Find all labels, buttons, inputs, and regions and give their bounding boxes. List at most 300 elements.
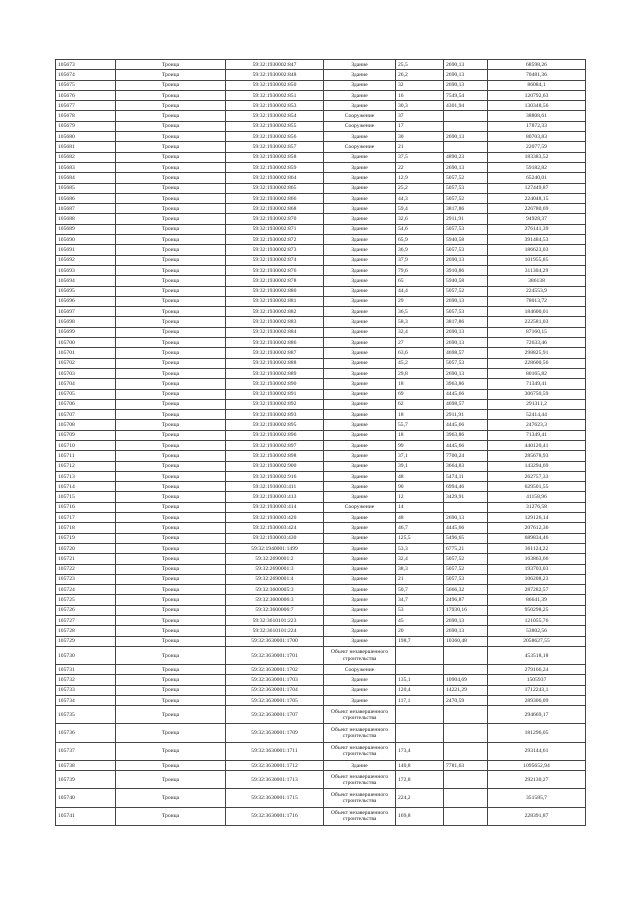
area-value xyxy=(396,646,444,664)
settlement-name: Троица xyxy=(116,307,226,317)
cadastral-value: 101955,85 xyxy=(488,255,586,265)
cadastral-number: 59:32:3630001:1705 xyxy=(226,696,324,706)
table-row xyxy=(56,410,586,420)
record-number: 105687 xyxy=(56,204,116,214)
cadastral-value: 80165,82 xyxy=(488,368,586,378)
area-value: 62 xyxy=(396,399,444,409)
settlement-name: Троица xyxy=(116,101,226,111)
record-number: 105733 xyxy=(56,685,116,695)
rate-value: 2690,13 xyxy=(444,513,488,523)
cadastral-value: 163863,66 xyxy=(488,554,586,564)
rate-value: 2911,91 xyxy=(444,214,488,224)
cadastral-number: 59:32:1930002:854 xyxy=(226,111,324,121)
area-value: 69 xyxy=(396,389,444,399)
table-row xyxy=(56,214,586,224)
rate-value xyxy=(444,807,488,825)
table-row xyxy=(56,80,586,90)
area-value: 16 xyxy=(396,90,444,100)
cadastral-number: 59:32:2690001:4 xyxy=(226,574,324,584)
cadastral-value: 222581,03 xyxy=(488,317,586,327)
settlement-name: Троица xyxy=(116,502,226,512)
rate-value: 5057,52 xyxy=(444,173,488,183)
cadastral-number: 59:32:1930002:865 xyxy=(226,183,324,193)
cadastral-value: 121055,76 xyxy=(488,616,586,626)
rate-value: 2690,13 xyxy=(444,338,488,348)
table-row xyxy=(56,235,586,245)
cadastral-number: 59:32:1930002:889 xyxy=(226,368,324,378)
cadastral-value: 80703,83 xyxy=(488,132,586,142)
table-row xyxy=(56,440,586,450)
area-value: 125,5 xyxy=(396,533,444,543)
area-value: 140,8 xyxy=(396,760,444,770)
cadastral-value: 129126,14 xyxy=(488,513,586,523)
rate-value: 7700,24 xyxy=(444,451,488,461)
rate-value: 2690,13 xyxy=(444,368,488,378)
settlement-name: Троица xyxy=(116,142,226,152)
cadastral-number: 59:32:3630001:1700 xyxy=(226,636,324,646)
table-row xyxy=(56,646,586,664)
area-value: 55,7 xyxy=(396,420,444,430)
cadastral-number: 59:32:3630001:1713 xyxy=(226,771,324,789)
table-row xyxy=(56,430,586,440)
area-value: 99 xyxy=(396,440,444,450)
record-number: 105710 xyxy=(56,440,116,450)
cadastral-number: 59:32:1930003:424 xyxy=(226,523,324,533)
settlement-name: Троица xyxy=(116,646,226,664)
cadastral-value: 143294,69 xyxy=(488,461,586,471)
settlement-name: Троица xyxy=(116,492,226,502)
record-number: 105700 xyxy=(56,338,116,348)
settlement-name: Троица xyxy=(116,574,226,584)
table-row xyxy=(56,152,586,162)
cadastral-value: 71349,41 xyxy=(488,379,586,389)
object-type: Здание xyxy=(324,162,396,172)
record-number: 105701 xyxy=(56,348,116,358)
record-number: 105694 xyxy=(56,276,116,286)
record-number: 105707 xyxy=(56,410,116,420)
rate-value: 4301,94 xyxy=(444,101,488,111)
cadastral-number: 59:32:3630001:1702 xyxy=(226,665,324,675)
register-body xyxy=(56,60,586,826)
object-type: Здание xyxy=(324,101,396,111)
cadastral-value: 440120,41 xyxy=(488,440,586,450)
cadastral-value: 72633,46 xyxy=(488,338,586,348)
rate-value: 5057,53 xyxy=(444,307,488,317)
table-row xyxy=(56,461,586,471)
table-row xyxy=(56,183,586,193)
area-value: 58,3 xyxy=(396,317,444,327)
rate-value: 2911,91 xyxy=(444,410,488,420)
rate-value: 5057,52 xyxy=(444,554,488,564)
area-value: 45 xyxy=(396,616,444,626)
cadastral-number: 59:32:1930002:893 xyxy=(226,410,324,420)
settlement-name: Троица xyxy=(116,461,226,471)
record-number: 105692 xyxy=(56,255,116,265)
cadastral-value: 453518,18 xyxy=(488,646,586,664)
record-number: 105727 xyxy=(56,616,116,626)
table-row xyxy=(56,389,586,399)
record-number: 105703 xyxy=(56,368,116,378)
table-row xyxy=(56,132,586,142)
area-value xyxy=(396,706,444,724)
cadastral-number: 59:32:1930002:916 xyxy=(226,471,324,481)
settlement-name: Троица xyxy=(116,389,226,399)
cadastral-value: 183383,52 xyxy=(488,152,586,162)
cadastral-value: 262757,33 xyxy=(488,471,586,481)
cadastral-value: 689834,46 xyxy=(488,533,586,543)
object-type: Объект незавершенного строительства xyxy=(324,807,396,825)
record-number: 105725 xyxy=(56,595,116,605)
rate-value: 10904,69 xyxy=(444,675,488,685)
record-number: 105696 xyxy=(56,296,116,306)
settlement-name: Троица xyxy=(116,471,226,481)
settlement-name: Троица xyxy=(116,564,226,574)
cadastral-number: 59:32:1930002:859 xyxy=(226,162,324,172)
rate-value: 14221,29 xyxy=(444,685,488,695)
cadastral-number: 59:32:3600005:3 xyxy=(226,585,324,595)
object-type: Здание xyxy=(324,296,396,306)
cadastral-number: 59:32:1930002:870 xyxy=(226,214,324,224)
record-number: 105691 xyxy=(56,245,116,255)
area-value: 18 xyxy=(396,379,444,389)
settlement-name: Троица xyxy=(116,224,226,234)
record-number: 105709 xyxy=(56,430,116,440)
cadastral-number: 59:32:1930002:900 xyxy=(226,461,324,471)
object-type: Здание xyxy=(324,451,396,461)
settlement-name: Троица xyxy=(116,111,226,121)
cadastral-number: 59:32:1930002:882 xyxy=(226,307,324,317)
settlement-name: Троица xyxy=(116,543,226,553)
record-number: 105720 xyxy=(56,543,116,553)
cadastral-number: 59:32:1930003:413 xyxy=(226,492,324,502)
area-value: 37 xyxy=(396,111,444,121)
cadastral-value: 228391,87 xyxy=(488,807,586,825)
cadastral-value: 186623,03 xyxy=(488,245,586,255)
rate-value: 3910,86 xyxy=(444,265,488,275)
object-type: Здание xyxy=(324,430,396,440)
area-value: 36,9 xyxy=(396,245,444,255)
table-row xyxy=(56,760,586,770)
cadastral-number: 59:32:1930002:881 xyxy=(226,296,324,306)
cadastral-number: 59:32:1930002:872 xyxy=(226,235,324,245)
cadastral-number: 59:32:1930002:884 xyxy=(226,327,324,337)
cadastral-number: 59:32:1930002:858 xyxy=(226,152,324,162)
object-type: Сооружение xyxy=(324,142,396,152)
cadastral-number: 59:32:1930002:891 xyxy=(226,389,324,399)
rate-value: 3963,86 xyxy=(444,379,488,389)
settlement-name: Троица xyxy=(116,675,226,685)
area-value: 198,7 xyxy=(396,636,444,646)
cadastral-number: 59:32:3600006:3 xyxy=(226,595,324,605)
record-number: 105708 xyxy=(56,420,116,430)
object-type: Здание xyxy=(324,348,396,358)
settlement-name: Троица xyxy=(116,204,226,214)
area-value: 46,7 xyxy=(396,523,444,533)
record-number: 105726 xyxy=(56,605,116,615)
cadastral-value: 193703,03 xyxy=(488,564,586,574)
area-value: 39,1 xyxy=(396,461,444,471)
record-number: 105674 xyxy=(56,70,116,80)
cadastral-number: 59:32:1930002:864 xyxy=(226,173,324,183)
area-value: 50,7 xyxy=(396,585,444,595)
rate-value: 2690,13 xyxy=(444,60,488,70)
table-row xyxy=(56,265,586,275)
area-value: 22 xyxy=(396,162,444,172)
table-row xyxy=(56,696,586,706)
object-type: Здание xyxy=(324,626,396,636)
table-row xyxy=(56,90,586,100)
settlement-name: Троица xyxy=(116,173,226,183)
table-row xyxy=(56,193,586,203)
table-row xyxy=(56,554,586,564)
settlement-name: Троица xyxy=(116,533,226,543)
table-row xyxy=(56,204,586,214)
settlement-name: Троица xyxy=(116,616,226,626)
object-type: Здание xyxy=(324,543,396,553)
record-number: 105732 xyxy=(56,675,116,685)
table-row xyxy=(56,595,586,605)
area-value: 12,9 xyxy=(396,173,444,183)
record-number: 105737 xyxy=(56,742,116,760)
area-value: 30 xyxy=(396,132,444,142)
rate-value: 2690,13 xyxy=(444,132,488,142)
cadastral-number: 59:32:1930003:420 xyxy=(226,513,324,523)
cadastral-value: 1505937 xyxy=(488,675,586,685)
rate-value: 3963,86 xyxy=(444,430,488,440)
rate-value: 2690,13 xyxy=(444,296,488,306)
settlement-name: Троица xyxy=(116,523,226,533)
record-number: 105722 xyxy=(56,564,116,574)
settlement-name: Троица xyxy=(116,482,226,492)
area-value: 12 xyxy=(396,492,444,502)
record-number: 105706 xyxy=(56,399,116,409)
record-number: 105684 xyxy=(56,173,116,183)
table-row xyxy=(56,502,586,512)
rate-value: 6775,21 xyxy=(444,543,488,553)
settlement-name: Троица xyxy=(116,265,226,275)
record-number: 105721 xyxy=(56,554,116,564)
cadastral-value: 127449,87 xyxy=(488,183,586,193)
settlement-name: Троица xyxy=(116,368,226,378)
cadastral-value: 130348,56 xyxy=(488,101,586,111)
settlement-name: Троица xyxy=(116,760,226,770)
record-number: 105695 xyxy=(56,286,116,296)
cadastral-number: 59:32:3630001:1707 xyxy=(226,706,324,724)
cadastral-value: 247623,3 xyxy=(488,420,586,430)
area-value: 18 xyxy=(396,430,444,440)
settlement-name: Троица xyxy=(116,636,226,646)
table-row xyxy=(56,348,586,358)
object-type: Объект незавершенного строительства xyxy=(324,724,396,742)
cadastral-number: 59:32:1930002:868 xyxy=(226,204,324,214)
settlement-name: Троица xyxy=(116,255,226,265)
cadastral-value: 31276,58 xyxy=(488,502,586,512)
rate-value xyxy=(444,121,488,131)
rate-value xyxy=(444,789,488,807)
table-row xyxy=(56,111,586,121)
rate-value: 4445,66 xyxy=(444,389,488,399)
record-number: 105690 xyxy=(56,235,116,245)
settlement-name: Троица xyxy=(116,585,226,595)
rate-value xyxy=(444,742,488,760)
cadastral-value: 70481,36 xyxy=(488,70,586,80)
record-number: 105673 xyxy=(56,60,116,70)
settlement-name: Троица xyxy=(116,430,226,440)
rate-value: 2496,87 xyxy=(444,595,488,605)
area-value: 32 xyxy=(396,80,444,90)
table-row xyxy=(56,286,586,296)
rate-value: 2690,13 xyxy=(444,80,488,90)
cadastral-number: 59:32:1930002:851 xyxy=(226,90,324,100)
area-value: 172,8 xyxy=(396,771,444,789)
area-value: 54,6 xyxy=(396,224,444,234)
table-row xyxy=(56,358,586,368)
table-row xyxy=(56,724,586,742)
cadastral-number: 59:32:1930002:856 xyxy=(226,132,324,142)
cadastral-value: 391484,53 xyxy=(488,235,586,245)
object-type: Здание xyxy=(324,420,396,430)
cadastral-value: 226780,69 xyxy=(488,204,586,214)
area-value: 135,1 xyxy=(396,675,444,685)
record-number: 105716 xyxy=(56,502,116,512)
settlement-name: Троица xyxy=(116,80,226,90)
rate-value xyxy=(444,111,488,121)
rate-value xyxy=(444,502,488,512)
cadastral-number: 59:32:3630001:1711 xyxy=(226,742,324,760)
cadastral-value: 22077,59 xyxy=(488,142,586,152)
record-number: 105730 xyxy=(56,646,116,664)
object-type: Здание xyxy=(324,173,396,183)
record-number: 105698 xyxy=(56,317,116,327)
object-type: Объект незавершенного строительства xyxy=(324,742,396,760)
cadastral-number: 59:32:1930002:853 xyxy=(226,101,324,111)
cadastral-value: 228600,56 xyxy=(488,358,586,368)
object-type: Здание xyxy=(324,471,396,481)
table-row xyxy=(56,276,586,286)
table-row xyxy=(56,70,586,80)
table-row xyxy=(56,626,586,636)
record-number: 105731 xyxy=(56,665,116,675)
cadastral-number: 59:32:2690001:3 xyxy=(226,564,324,574)
rate-value: 7549,54 xyxy=(444,90,488,100)
area-value: 120,4 xyxy=(396,685,444,695)
object-type: Здание xyxy=(324,513,396,523)
cadastral-value: 53802,56 xyxy=(488,626,586,636)
area-value: 29 xyxy=(396,296,444,306)
area-value: 14 xyxy=(396,502,444,512)
area-value: 65,9 xyxy=(396,235,444,245)
table-row xyxy=(56,379,586,389)
cadastral-number: 59:32:1930002:896 xyxy=(226,430,324,440)
cadastral-number: 59:32:1930002:878 xyxy=(226,276,324,286)
cadastral-value: 181296,05 xyxy=(488,724,586,742)
area-value: 30,3 xyxy=(396,101,444,111)
area-value: 25,2 xyxy=(396,183,444,193)
area-value: 169,8 xyxy=(396,807,444,825)
cadastral-value: 293144,61 xyxy=(488,742,586,760)
rate-value: 10360,48 xyxy=(444,636,488,646)
settlement-name: Троица xyxy=(116,90,226,100)
record-number: 105678 xyxy=(56,111,116,121)
object-type: Здание xyxy=(324,410,396,420)
settlement-name: Троица xyxy=(116,296,226,306)
object-type: Здание xyxy=(324,183,396,193)
settlement-name: Троица xyxy=(116,789,226,807)
object-type: Здание xyxy=(324,595,396,605)
area-value: 18 xyxy=(396,410,444,420)
area-value: 21 xyxy=(396,574,444,584)
area-value: 32,4 xyxy=(396,554,444,564)
record-number: 105723 xyxy=(56,574,116,584)
table-row xyxy=(56,789,586,807)
settlement-name: Троица xyxy=(116,410,226,420)
cadastral-number: 59:32:1940001:1499 xyxy=(226,543,324,553)
cadastral-value: 38808,61 xyxy=(488,111,586,121)
record-number: 105734 xyxy=(56,696,116,706)
object-type: Здание xyxy=(324,675,396,685)
object-type: Здание xyxy=(324,152,396,162)
table-row xyxy=(56,327,586,337)
cadastral-value: 52414,44 xyxy=(488,410,586,420)
object-type: Здание xyxy=(324,80,396,90)
cadastral-number: 59:32:3630001:1709 xyxy=(226,724,324,742)
record-number: 105741 xyxy=(56,807,116,825)
cadastral-number: 59:32:3630001:1704 xyxy=(226,685,324,695)
area-value: 44,3 xyxy=(396,193,444,203)
cadastral-number: 59:32:1930002:888 xyxy=(226,358,324,368)
record-number: 105719 xyxy=(56,533,116,543)
object-type: Здание xyxy=(324,193,396,203)
cadastral-number: 59:32:1930002:857 xyxy=(226,142,324,152)
area-value: 48 xyxy=(396,513,444,523)
table-row xyxy=(56,807,586,825)
cadastral-value: 224553,9 xyxy=(488,286,586,296)
object-type: Здание xyxy=(324,132,396,142)
table-row xyxy=(56,574,586,584)
area-value: 173,4 xyxy=(396,742,444,760)
settlement-name: Троица xyxy=(116,235,226,245)
object-type: Здание xyxy=(324,358,396,368)
table-row xyxy=(56,296,586,306)
cadastral-number: 59:32:3600006:7 xyxy=(226,605,324,615)
record-number: 105738 xyxy=(56,760,116,770)
object-type: Здание xyxy=(324,533,396,543)
cadastral-value: 629501,55 xyxy=(488,482,586,492)
area-value: 79,6 xyxy=(396,265,444,275)
cadastral-number: 59:32:1930002:892 xyxy=(226,399,324,409)
rate-value: 5057,53 xyxy=(444,183,488,193)
area-value: 53 xyxy=(396,605,444,615)
area-value: 25,5 xyxy=(396,60,444,70)
table-row xyxy=(56,420,586,430)
object-type: Здание xyxy=(324,564,396,574)
cadastral-value: 86084,1 xyxy=(488,80,586,90)
object-type: Здание xyxy=(324,685,396,695)
object-type: Здание xyxy=(324,307,396,317)
cadastral-number: 59:32:1930002:898 xyxy=(226,451,324,461)
object-type: Здание xyxy=(324,760,396,770)
cadastral-value: 207612,36 xyxy=(488,523,586,533)
table-row xyxy=(56,317,586,327)
rate-value: 2690,13 xyxy=(444,255,488,265)
cadastral-value: 2058627,55 xyxy=(488,636,586,646)
object-type: Здание xyxy=(324,70,396,80)
settlement-name: Троица xyxy=(116,554,226,564)
table-row xyxy=(56,492,586,502)
area-value: 29,8 xyxy=(396,368,444,378)
object-type: Здание xyxy=(324,265,396,275)
table-row xyxy=(56,245,586,255)
